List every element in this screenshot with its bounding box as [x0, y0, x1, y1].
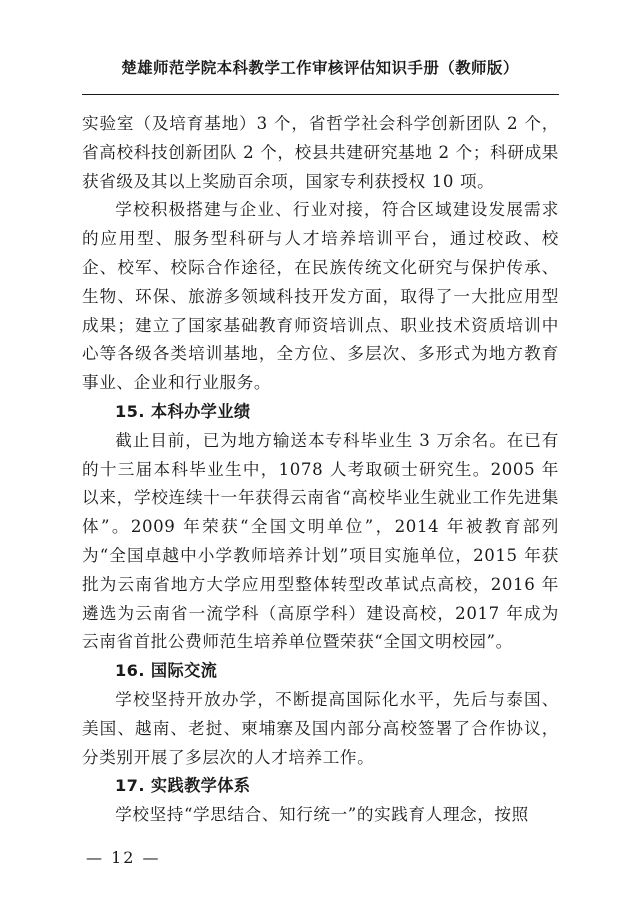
section-heading-16: 16. 国际交流: [115, 661, 218, 681]
running-header-title: 楚雄师范学院本科教学工作审核评估知识手册（教师版）: [121, 58, 519, 77]
page-number: — 12 —: [86, 848, 161, 867]
header-rule: [82, 94, 559, 95]
section-heading-17: 17. 实践教学体系: [115, 776, 251, 796]
section-heading-15: 15. 本科办学业绩: [115, 401, 251, 421]
paragraph-international-exchange: 学校坚持开放办学，不断提高国际化水平，先后与泰国、美国、越南、老挝、柬埔寨及国内部分高校签署了合作协议，分类别开展了多层次的人才培养工作。: [82, 689, 559, 767]
paragraph-research-platforms: 学校积极搭建与企业、行业对接，符合区域建设发展需求的应用型、服务型科研与人才培养培训平台，通过校政、校企、校军、校际合作途径，在民族传统文化研究与保护传承、生物、环保、旅游多领域科技开发方面，取得了一大批应用型成果；建立了国家基础教育师资培训点、职业技术资质培训中心等各级各类培训基地，全方位、多层次、多形式为地方教育事业、企业和行业服务。: [82, 200, 559, 393]
page-body: [82, 110, 559, 830]
paragraph-lab-and-research-results: 实验室（及培育基地）3 个，省哲学社会科学创新团队 2 个，省高校科技创新团队 2 个，校县共建研究基地 2 个；科研成果获省级及其以上奖励百余项，国家专利获授权 10 项。: [82, 114, 559, 191]
paragraph-undergraduate-achievements: 截止目前，已为地方输送本专科毕业生 3 万余名。在已有的十三届本科毕业生中，1078 人考取硕士研究生。2005 年以来，学校连续十一年获得云南省“高校毕业生就业工作先进集体”。2009 年荣获“全国文明单位”，2014 年被教育部列为“全国卓越中小学教师培养计划”项目实施单位，2015 年获批为云南省地方大学应用型整体转型改革试点高校，2016 年遴选为云南省一流学科（高原学科）建设高校，2017 年成为云南省首批公费师范生培养单位暨荣获“全国文明校园”。: [82, 430, 559, 652]
paragraph-practice-teaching: 学校坚持“学思结合、知行统一”的实践育人理念，按照: [115, 805, 529, 825]
